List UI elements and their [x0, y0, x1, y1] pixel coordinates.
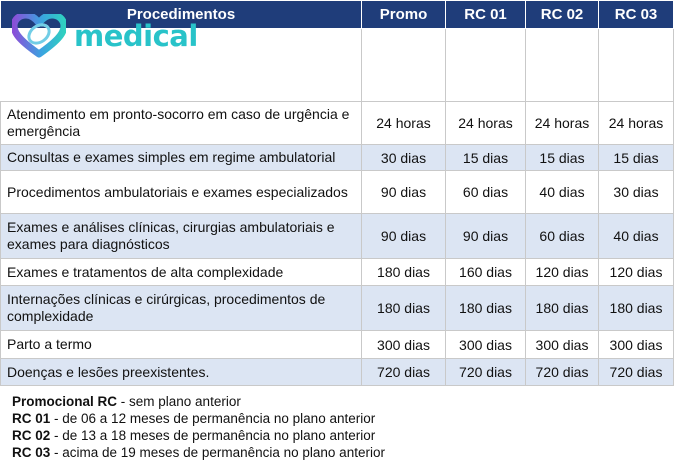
legend-desc: - acima de 19 meses de permanência no plano anterior: [50, 445, 385, 460]
value-cell: 720 dias: [526, 359, 599, 386]
legend-item: [12, 427, 385, 444]
legend-desc: - de 06 a 12 meses de permanência no plano anterior: [50, 411, 376, 426]
header-rc01: RC 01: [446, 1, 526, 29]
value-cell: 15 dias: [526, 145, 599, 171]
value-cell: 60 dias: [526, 214, 599, 259]
table-row: [1, 286, 674, 331]
table-row: [1, 359, 674, 386]
procedure-cell: Consultas e exames simples em regime ambulatorial: [1, 145, 362, 171]
table-row: [1, 145, 674, 171]
heart-logo-icon: [12, 14, 66, 58]
procedure-cell: Doenças e lesões preexistentes.: [1, 359, 362, 386]
value-cell: 90 dias: [446, 214, 526, 259]
procedure-cell: Atendimento em pronto-socorro em caso de urgência e emergência: [1, 102, 362, 145]
table-row: [1, 331, 674, 359]
value-cell: 40 dias: [526, 171, 599, 214]
procedure-cell: Exames e tratamentos de alta complexidade: [1, 259, 362, 286]
value-cell: 15 dias: [599, 145, 674, 171]
value-cell: 40 dias: [599, 214, 674, 259]
value-cell: 720 dias: [362, 359, 446, 386]
header-rc02: RC 02: [526, 1, 599, 29]
header-promo: Promo: [362, 1, 446, 29]
value-cell: 30 dias: [362, 145, 446, 171]
value-cell: 120 dias: [526, 259, 599, 286]
legend-term: RC 02: [12, 428, 51, 443]
value-cell: 720 dias: [446, 359, 526, 386]
value-cell: 300 dias: [526, 331, 599, 359]
value-cell: 180 dias: [446, 286, 526, 331]
table-row: [1, 102, 674, 145]
brand-name: medical: [74, 19, 198, 53]
legend: [12, 393, 385, 461]
value-cell: 24 horas: [446, 102, 526, 145]
legend-term: RC 01: [12, 411, 51, 426]
brand-logo: [12, 14, 198, 58]
header-procedimentos: Procedimentos: [1, 1, 362, 29]
value-cell: 15 dias: [446, 145, 526, 171]
legend-item: [12, 444, 385, 461]
value-cell: 180 dias: [599, 286, 674, 331]
legend-desc: - de 13 a 18 meses de permanência no plano anterior: [50, 428, 376, 443]
legend-term: Promocional RC: [12, 394, 118, 409]
procedure-cell: Parto a termo: [1, 331, 362, 359]
value-cell: 120 dias: [599, 259, 674, 286]
value-cell: 300 dias: [362, 331, 446, 359]
value-cell: 24 horas: [526, 102, 599, 145]
value-cell: 90 dias: [362, 214, 446, 259]
procedure-cell: Exames e análises clínicas, cirurgias ambulatoriais e exames para diagnósticos: [1, 214, 362, 259]
value-cell: 180 dias: [362, 259, 446, 286]
table-row: [1, 259, 674, 286]
table-row: [1, 171, 674, 214]
value-cell: 160 dias: [446, 259, 526, 286]
value-cell: 90 dias: [362, 171, 446, 214]
table-row: [1, 214, 674, 259]
legend-item: [12, 393, 385, 410]
legend-desc: - sem plano anterior: [117, 394, 241, 409]
value-cell: 720 dias: [599, 359, 674, 386]
value-cell: 180 dias: [526, 286, 599, 331]
value-cell: 24 horas: [599, 102, 674, 145]
value-cell: 180 dias: [362, 286, 446, 331]
legend-term: RC 03: [12, 445, 51, 460]
value-cell: 60 dias: [446, 171, 526, 214]
value-cell: 300 dias: [599, 331, 674, 359]
value-cell: 300 dias: [446, 331, 526, 359]
header-rc03: RC 03: [599, 1, 674, 29]
logo-bar: [0, 0, 679, 73]
value-cell: 24 horas: [362, 102, 446, 145]
procedure-cell: Internações clínicas e cirúrgicas, procedimentos de complexidade: [1, 286, 362, 331]
procedure-cell: Procedimentos ambulatoriais e exames especializados: [1, 171, 362, 214]
value-cell: 30 dias: [599, 171, 674, 214]
legend-item: [12, 410, 385, 427]
